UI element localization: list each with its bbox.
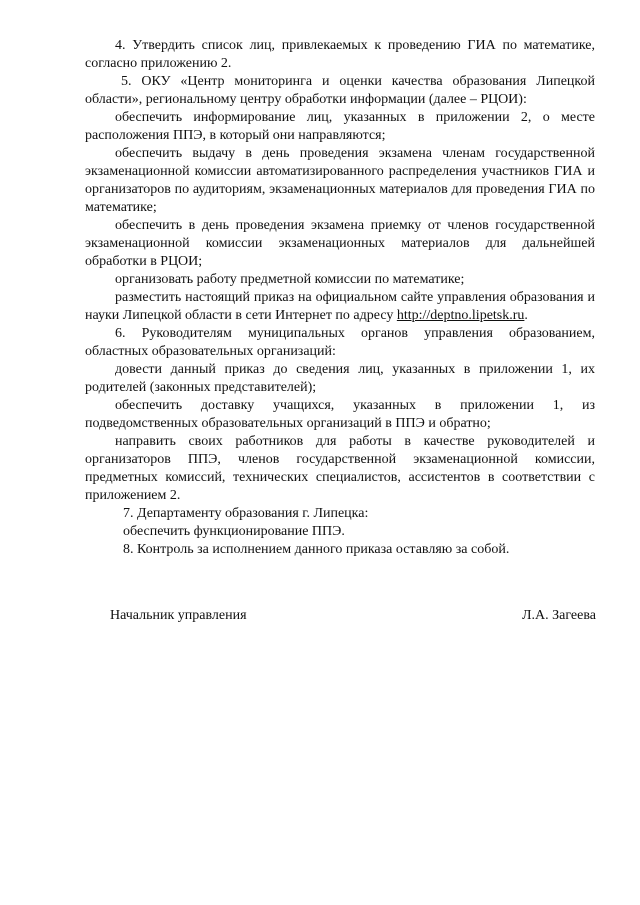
- paragraph-6-item-2: обеспечить доставку учащихся, указанных в приложении 1, из подведомственных образовательных организаций в ППЭ и обратно;: [85, 398, 595, 431]
- paragraph-7: 7. Департаменту образования г. Липецка:: [123, 506, 369, 521]
- paragraph-5-item-5-text: разместить настоящий приказ на официальном сайте управления образования и науки Липецкой области в сети Интернет по адресу: [85, 290, 595, 323]
- signature-block: [110, 607, 596, 625]
- paragraph-5-item-5: [85, 289, 595, 325]
- paragraph-7-item-1: обеспечить функционирование ППЭ.: [123, 524, 345, 539]
- paragraph-5-item-2: обеспечить выдачу в день проведения экзамена членам государственной экзаменационной комиссии автоматизированного распределения участников ГИА и организаторов по аудиториям, экзаменационных материалов для проведения ГИА по математике;: [85, 146, 595, 215]
- paragraph-5-item-4: организовать работу предметной комиссии по математике;: [115, 272, 465, 287]
- paragraph-8: 8. Контроль за исполнением данного приказа оставляю за собой.: [123, 542, 510, 557]
- paragraph-5-item-5-end: .: [524, 308, 528, 323]
- signatory-name: Л.А. Загеева: [522, 608, 596, 623]
- document-body: [85, 37, 595, 559]
- signatory-position: Начальник управления: [110, 608, 247, 623]
- paragraph-5-item-3: обеспечить в день проведения экзамена приемку от членов государственной экзаменационной комиссии экзаменационных материалов для дальнейшей обработки в РЦОИ;: [85, 218, 595, 269]
- paragraph-5: 5. ОКУ «Центр мониторинга и оценки качества образования Липецкой области», региональному центру обработки информации (далее – РЦОИ):: [85, 74, 595, 107]
- paragraph-6-item-1: довести данный приказ до сведения лиц, указанных в приложении 1, их родителей (законных представителей);: [85, 362, 595, 395]
- website-link[interactable]: http://deptno.lipetsk.ru: [396, 308, 525, 323]
- paragraph-6-item-3: направить своих работников для работы в качестве руководителей и организаторов ППЭ, членов государственной экзаменационной комиссии, предметных комиссий, технических специалистов, ассистентов в соответствии с приложением 2.: [85, 434, 595, 503]
- paragraph-6: 6. Руководителям муниципальных органов управления образованием, областных образовательных организаций:: [85, 326, 595, 359]
- paragraph-4: 4. Утвердить список лиц, привлекаемых к проведению ГИА по математике, согласно приложению 2.: [85, 38, 595, 71]
- paragraph-5-item-1: обеспечить информирование лиц, указанных в приложении 2, о месте расположения ППЭ, в который они направляются;: [85, 110, 595, 143]
